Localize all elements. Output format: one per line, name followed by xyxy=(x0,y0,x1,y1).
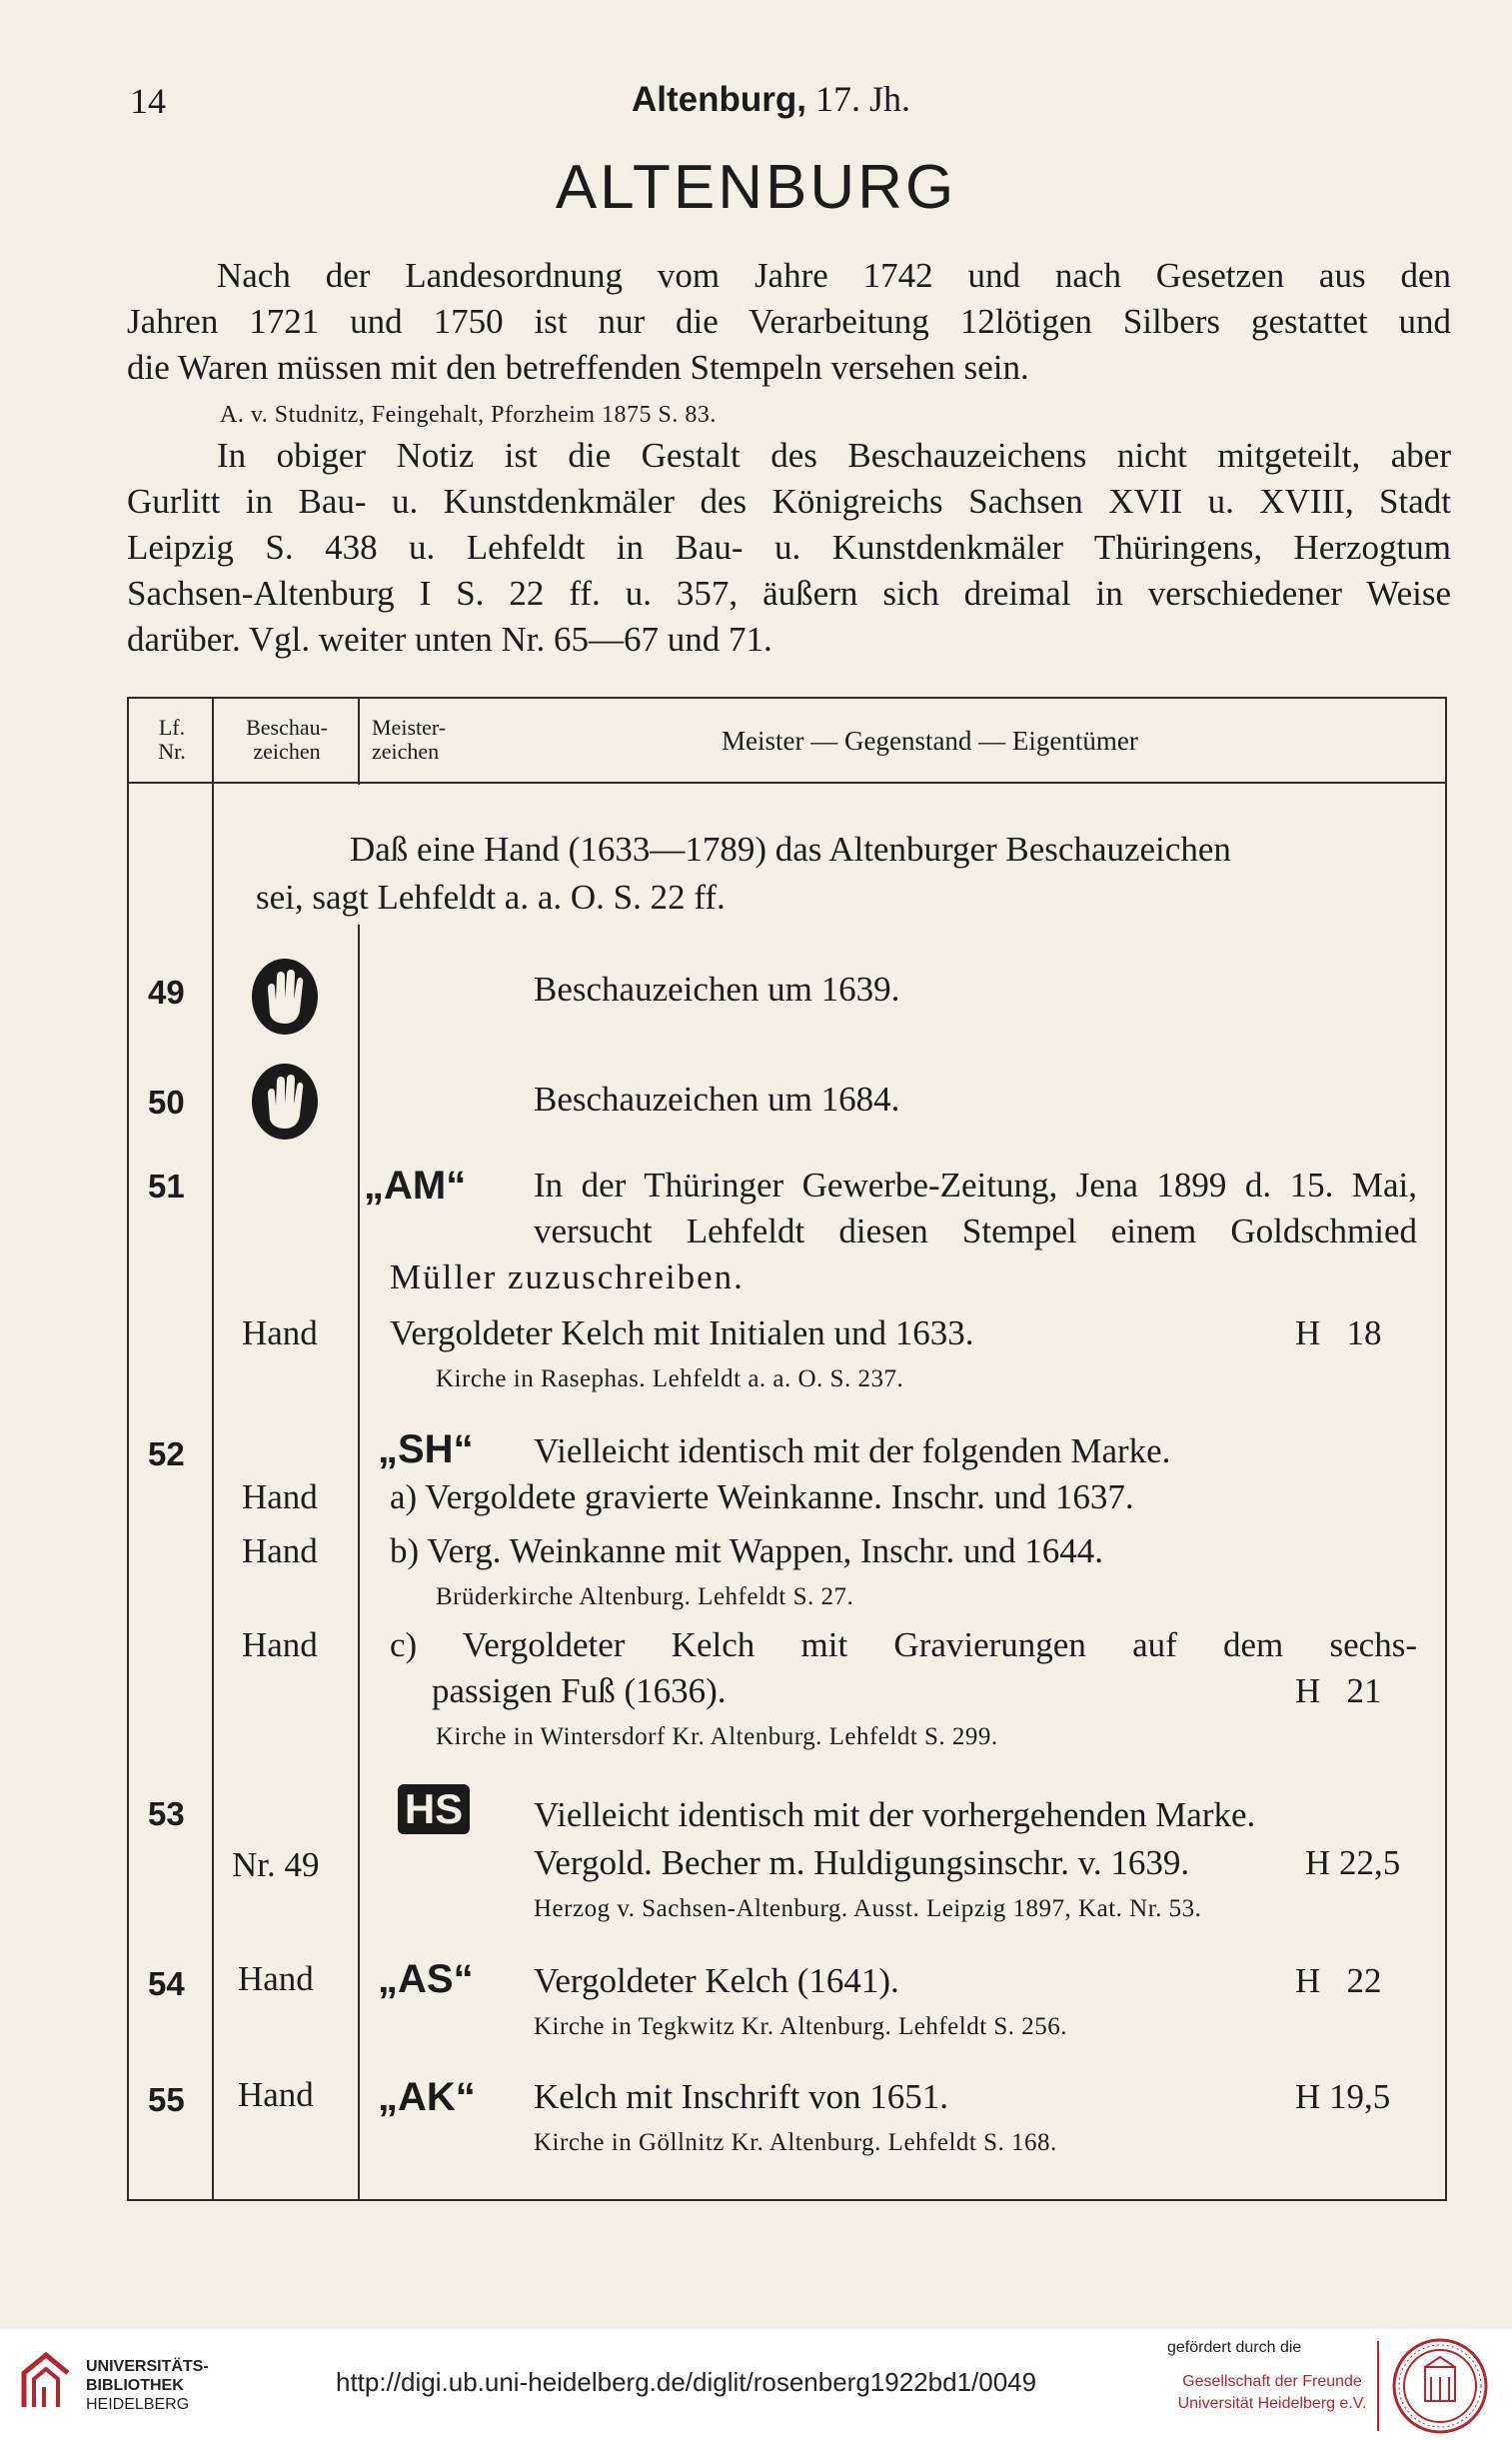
intro-paragraph-1 xyxy=(127,253,1451,391)
row-55-citation: Kirche in Göllnitz Kr. Altenburg. Lehfeldt S. 168. xyxy=(534,2129,1057,2156)
text-line: In obiger Notiz ist die Gestalt des Beschauzeichens nicht mitgeteilt, aber xyxy=(217,436,1451,475)
row-52-b-text: b) Verg. Weinkanne mit Wappen, Inschr. und 1644. xyxy=(390,1531,1104,1570)
running-title-century: 17. Jh. xyxy=(814,79,910,119)
table-header-rule xyxy=(127,782,1446,784)
header-beschauzeichen xyxy=(222,716,352,764)
university-seal-icon xyxy=(1391,2337,1489,2435)
footer-divider xyxy=(1377,2341,1379,2431)
header-lf-nr xyxy=(140,716,204,764)
intro-paragraph-2 xyxy=(127,433,1451,663)
library-name-line: BIBLIOTHEK xyxy=(86,2377,184,2394)
row-51-item: Vergoldeter Kelch mit Initialen und 1633. xyxy=(390,1313,974,1352)
row-51-citation: Kirche in Rasephas. Lehfeldt a. a. O. S. 237. xyxy=(436,1365,904,1392)
row-51-line-2: versucht Lehfeldt diesen Stempel einem Goldschmied xyxy=(534,1212,1417,1250)
row-52-c-text-1: c) Vergoldeter Kelch mit Gravierungen auf dem sechs- xyxy=(390,1625,1417,1664)
row-52-a-beschau: Hand xyxy=(242,1477,318,1516)
library-name xyxy=(86,2357,226,2414)
row-52-master-mark: „SH“ xyxy=(378,1427,474,1471)
text-line: die Waren müssen mit den betreffenden Stempeln versehen sein. xyxy=(127,348,1029,387)
funded-by-text: gefördert durch die xyxy=(1167,2339,1302,2356)
row-54-beschau: Hand xyxy=(238,1959,314,1998)
header-description: Meister — Gegenstand — Eigentümer xyxy=(722,726,1138,756)
page-title: ALTENBURG xyxy=(555,153,957,222)
row-number-54: 54 xyxy=(148,1965,185,2002)
header-text: Lf. xyxy=(158,715,186,740)
row-51-line-3: Müller zuzuschreiben. xyxy=(390,1257,745,1296)
society-name-line: Gesellschaft der Freunde xyxy=(1182,2373,1362,2390)
hs-master-mark: HS xyxy=(398,1784,470,1834)
row-51-master-mark: „AM“ xyxy=(364,1164,467,1208)
text-line: Leipzig S. 438 u. Lehfeldt in Bau- u. Kunstdenkmäler Thüringens, Herzogtum xyxy=(127,528,1451,567)
column-divider-1 xyxy=(212,697,214,2201)
column-divider-2-lower xyxy=(358,925,360,2201)
header-meisterzeichen xyxy=(372,716,476,764)
running-title xyxy=(632,78,910,120)
row-54-citation: Kirche in Tegkwitz Kr. Altenburg. Lehfeldt S. 256. xyxy=(534,2013,1068,2040)
column-divider-2 xyxy=(358,697,360,785)
text-line: Nach der Landesordnung vom Jahre 1742 und nach Gesetzen aus den xyxy=(217,256,1451,295)
row-number-49: 49 xyxy=(148,974,185,1011)
row-52-b-citation: Brüderkirche Altenburg. Lehfeldt S. 27. xyxy=(436,1583,854,1610)
row-55-height: H 19,5 xyxy=(1295,2077,1391,2116)
row-number-55: 55 xyxy=(148,2081,185,2118)
table-bottom-rule xyxy=(127,2199,1446,2201)
row-53-line-1: Vielleicht identisch mit der vorhergehenden Marke. xyxy=(534,1795,1256,1834)
digitization-footer xyxy=(0,2329,1512,2440)
hand-mark-icon xyxy=(246,1060,324,1144)
table-intro-line-2: sei, sagt Lehfeldt a. a. O. S. 22 ff. xyxy=(256,878,726,917)
society-name xyxy=(1177,2371,1367,2415)
text-line: Sachsen-Altenburg I S. 22 ff. u. 357, äußern sich dreimal in verschiedener Weise xyxy=(127,574,1451,613)
row-55-beschau: Hand xyxy=(238,2075,314,2114)
row-53-citation: Herzog v. Sachsen-Altenburg. Ausst. Leipzig 1897, Kat. Nr. 53. xyxy=(534,1895,1202,1922)
library-logo-icon xyxy=(18,2347,74,2417)
library-name-line: UNIVERSITÄTS- xyxy=(86,2358,209,2375)
row-52-line-1: Vielleicht identisch mit der folgenden Marke. xyxy=(534,1431,1171,1470)
row-number-52: 52 xyxy=(148,1435,185,1472)
row-number-50: 50 xyxy=(148,1084,185,1121)
row-54-text: Vergoldeter Kelch (1641). xyxy=(534,1961,899,2000)
row-51-beschau: Hand xyxy=(242,1313,318,1352)
row-number-53: 53 xyxy=(148,1795,185,1832)
row-52-a-text: a) Vergoldete gravierte Weinkanne. Inschr. und 1637. xyxy=(390,1477,1134,1516)
intro-citation: A. v. Studnitz, Feingehalt, Pforzheim 1875 S. 83. xyxy=(220,402,717,428)
row-54-height: H 22 xyxy=(1295,1961,1382,2000)
row-52-c-height: H 21 xyxy=(1295,1671,1382,1710)
row-55-text: Kelch mit Inschrift von 1651. xyxy=(534,2077,949,2116)
row-53-beschau: Nr. 49 xyxy=(232,1845,320,1884)
header-text: Meister- xyxy=(372,715,447,740)
text-line: darüber. Vgl. weiter unten Nr. 65—67 und 71. xyxy=(127,620,772,659)
table-left-border xyxy=(127,697,129,2201)
row-54-master-mark: „AS“ xyxy=(378,1957,474,2001)
source-url-link[interactable]: http://digi.ub.uni-heidelberg.de/diglit/rosenberg1922bd1/0049 xyxy=(336,2367,1037,2397)
row-52-b-beschau: Hand xyxy=(242,1531,318,1570)
row-number-51: 51 xyxy=(148,1168,185,1205)
library-name-line: HEIDELBERG xyxy=(86,2396,190,2413)
text-line: Gurlitt in Bau- u. Kunstdenkmäler des Königreichs Sachsen XVII u. XVIII, Stadt xyxy=(127,482,1451,521)
row-51-height: H 18 xyxy=(1295,1313,1382,1352)
page-number: 14 xyxy=(130,81,166,121)
table-top-rule xyxy=(127,697,1446,699)
row-52-c-citation: Kirche in Wintersdorf Kr. Altenburg. Lehfeldt S. 299. xyxy=(436,1723,998,1750)
header-text: Beschau- xyxy=(246,715,328,740)
running-title-place: Altenburg, xyxy=(632,80,806,119)
header-text: zeichen xyxy=(372,739,440,764)
row-51-line-1: In der Thüringer Gewerbe-Zeitung, Jena 1899 d. 15. Mai, xyxy=(534,1166,1417,1205)
row-52-c-text-2: passigen Fuß (1636). xyxy=(432,1671,727,1710)
row-50-text: Beschauzeichen um 1684. xyxy=(534,1080,900,1119)
header-text: zeichen xyxy=(253,739,321,764)
text-line: Jahren 1721 und 1750 ist nur die Verarbeitung 12lötigen Silbers gestattet und xyxy=(127,302,1451,341)
society-name-line: Universität Heidelberg e.V. xyxy=(1177,2395,1367,2412)
row-49-text: Beschauzeichen um 1639. xyxy=(534,970,900,1009)
header-text: Nr. xyxy=(158,739,186,764)
table-right-border xyxy=(1445,697,1447,2201)
table-intro-line-1: Daß eine Hand (1633—1789) das Altenburger Beschauzeichen xyxy=(350,830,1231,869)
row-52-c-beschau: Hand xyxy=(242,1625,318,1664)
row-53-height: H 22,5 xyxy=(1305,1843,1401,1882)
row-55-master-mark: „AK“ xyxy=(378,2075,476,2119)
row-53-line-2: Vergold. Becher m. Huldigungsinschr. v. 1639. xyxy=(534,1843,1190,1882)
hand-mark-icon xyxy=(246,955,324,1039)
